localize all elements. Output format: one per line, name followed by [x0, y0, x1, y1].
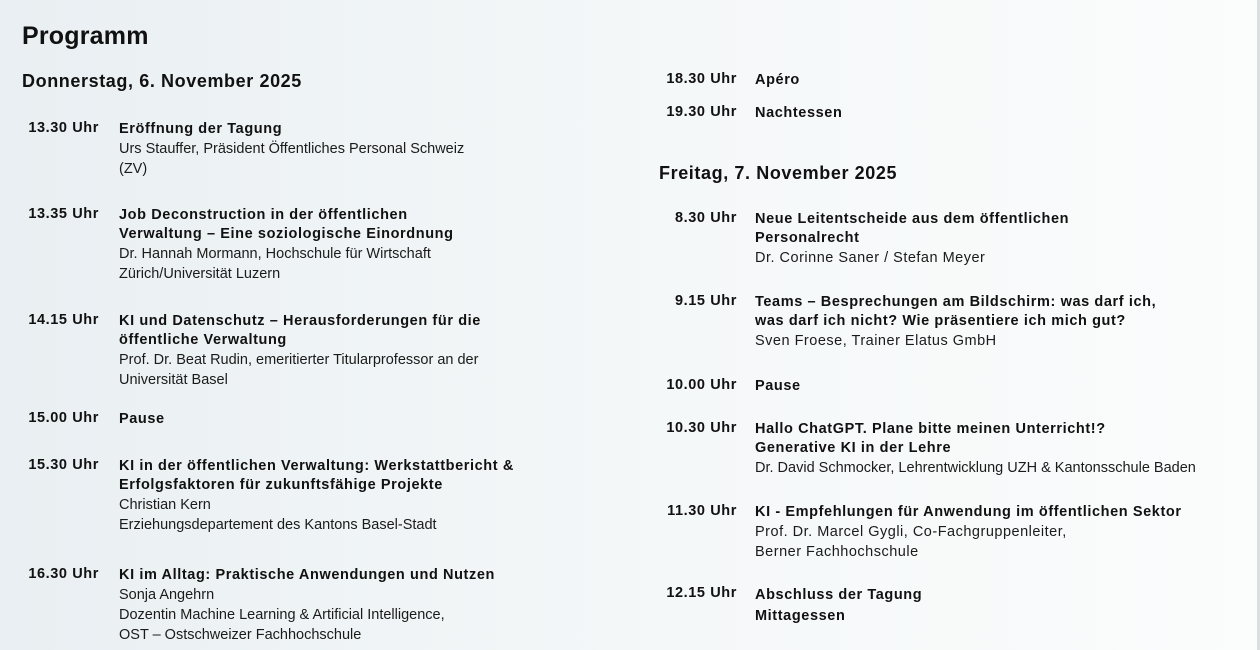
entry-speaker: Christian Kern Erziehungsdepartement des Kantons Basel-Stadt [119, 497, 437, 533]
entry-body [119, 566, 495, 645]
entry-title: Apéro [755, 72, 800, 88]
entry-time: 19.30 Uhr [666, 104, 737, 120]
entry-title: Eröffnung der Tagung [119, 121, 283, 137]
entry-title: Pause [119, 411, 165, 427]
entry-time: 13.35 Uhr [28, 206, 99, 222]
entry-speaker: Dr. Corinne Saner / Stefan Meyer [755, 250, 986, 266]
entry-time: 10.00 Uhr [666, 377, 737, 393]
entry-body [755, 420, 1196, 478]
entry-body [755, 71, 800, 90]
entry-title: Teams – Besprechungen am Bildschirm: was darf ich, was darf ich nicht? Wie präsentiere ich mich gut? [755, 294, 1157, 329]
entry-speaker: Urs Stauffer, Präsident Öffentliches Personal Schweiz (ZV) [119, 141, 465, 177]
page-title: Programm [22, 22, 149, 50]
entry-time: 15.30 Uhr [28, 457, 99, 473]
day2-heading: Freitag, 7. November 2025 [659, 163, 898, 183]
entry-time: 10.30 Uhr [666, 420, 737, 436]
entry-body [755, 293, 1156, 351]
entry-body [119, 410, 165, 429]
entry-time: 16.30 Uhr [28, 566, 99, 582]
entry-speaker: Dr. David Schmocker, Lehrentwicklung UZH & Kantonsschule Baden [755, 460, 1196, 476]
entry-title: Abschluss der Tagung Mittagessen [755, 587, 923, 624]
entry-body [119, 120, 464, 179]
entry-speaker: Sonja Angehrn Dozentin Machine Learning & Artificial Intelligence, OST – Ostschweizer Fachhochschule [119, 587, 445, 643]
entry-title: KI im Alltag: Praktische Anwendungen und Nutzen [119, 567, 495, 583]
entry-body [755, 585, 922, 627]
entry-title: Pause [755, 378, 801, 394]
entry-speaker: Prof. Dr. Beat Rudin, emeritierter Titularprofessor an der Universität Basel [119, 352, 479, 388]
entry-time: 8.30 Uhr [674, 210, 737, 226]
entry-title: Neue Leitentscheide aus dem öffentlichen Personalrecht [755, 211, 1070, 246]
entry-body [755, 104, 842, 123]
entry-title: KI - Empfehlungen für Anwendung im öffentlichen Sektor [755, 504, 1182, 520]
entry-time: 11.30 Uhr [667, 503, 737, 519]
entry-body [119, 457, 514, 535]
entry-speaker: Prof. Dr. Marcel Gygli, Co-Fachgruppenleiter, Berner Fachhochschule [755, 524, 1067, 560]
entry-body [755, 210, 1069, 268]
entry-title: Hallo ChatGPT. Plane bitte meinen Unterricht!? Generative KI in der Lehre [755, 421, 1106, 456]
entry-time: 15.00 Uhr [28, 410, 99, 426]
entry-speaker: Dr. Hannah Mormann, Hochschule für Wirtschaft Zürich/Universität Luzern [119, 246, 431, 282]
entry-speaker: Sven Froese, Trainer Elatus GmbH [755, 333, 997, 349]
day1-heading: Donnerstag, 6. November 2025 [22, 71, 302, 91]
entry-title: Nachtessen [755, 105, 843, 121]
entry-body [755, 377, 801, 396]
entry-time: 12.15 Uhr [666, 585, 737, 601]
entry-title: KI in der öffentlichen Verwaltung: Werkstattbericht & Erfolgsfaktoren für zukunftsfähige Projekte [119, 458, 514, 493]
entry-time: 18.30 Uhr [666, 71, 737, 87]
entry-time: 13.30 Uhr [28, 120, 99, 136]
entry-title: KI und Datenschutz – Herausforderungen für die öffentliche Verwaltung [119, 313, 481, 348]
entry-time: 14.15 Uhr [28, 312, 99, 328]
entry-body [119, 312, 481, 390]
entry-title: Job Deconstruction in der öffentlichen Verwaltung – Eine soziologische Einordnung [119, 207, 454, 242]
entry-body [755, 503, 1182, 562]
entry-body [119, 206, 454, 284]
entry-time: 9.15 Uhr [674, 293, 737, 309]
